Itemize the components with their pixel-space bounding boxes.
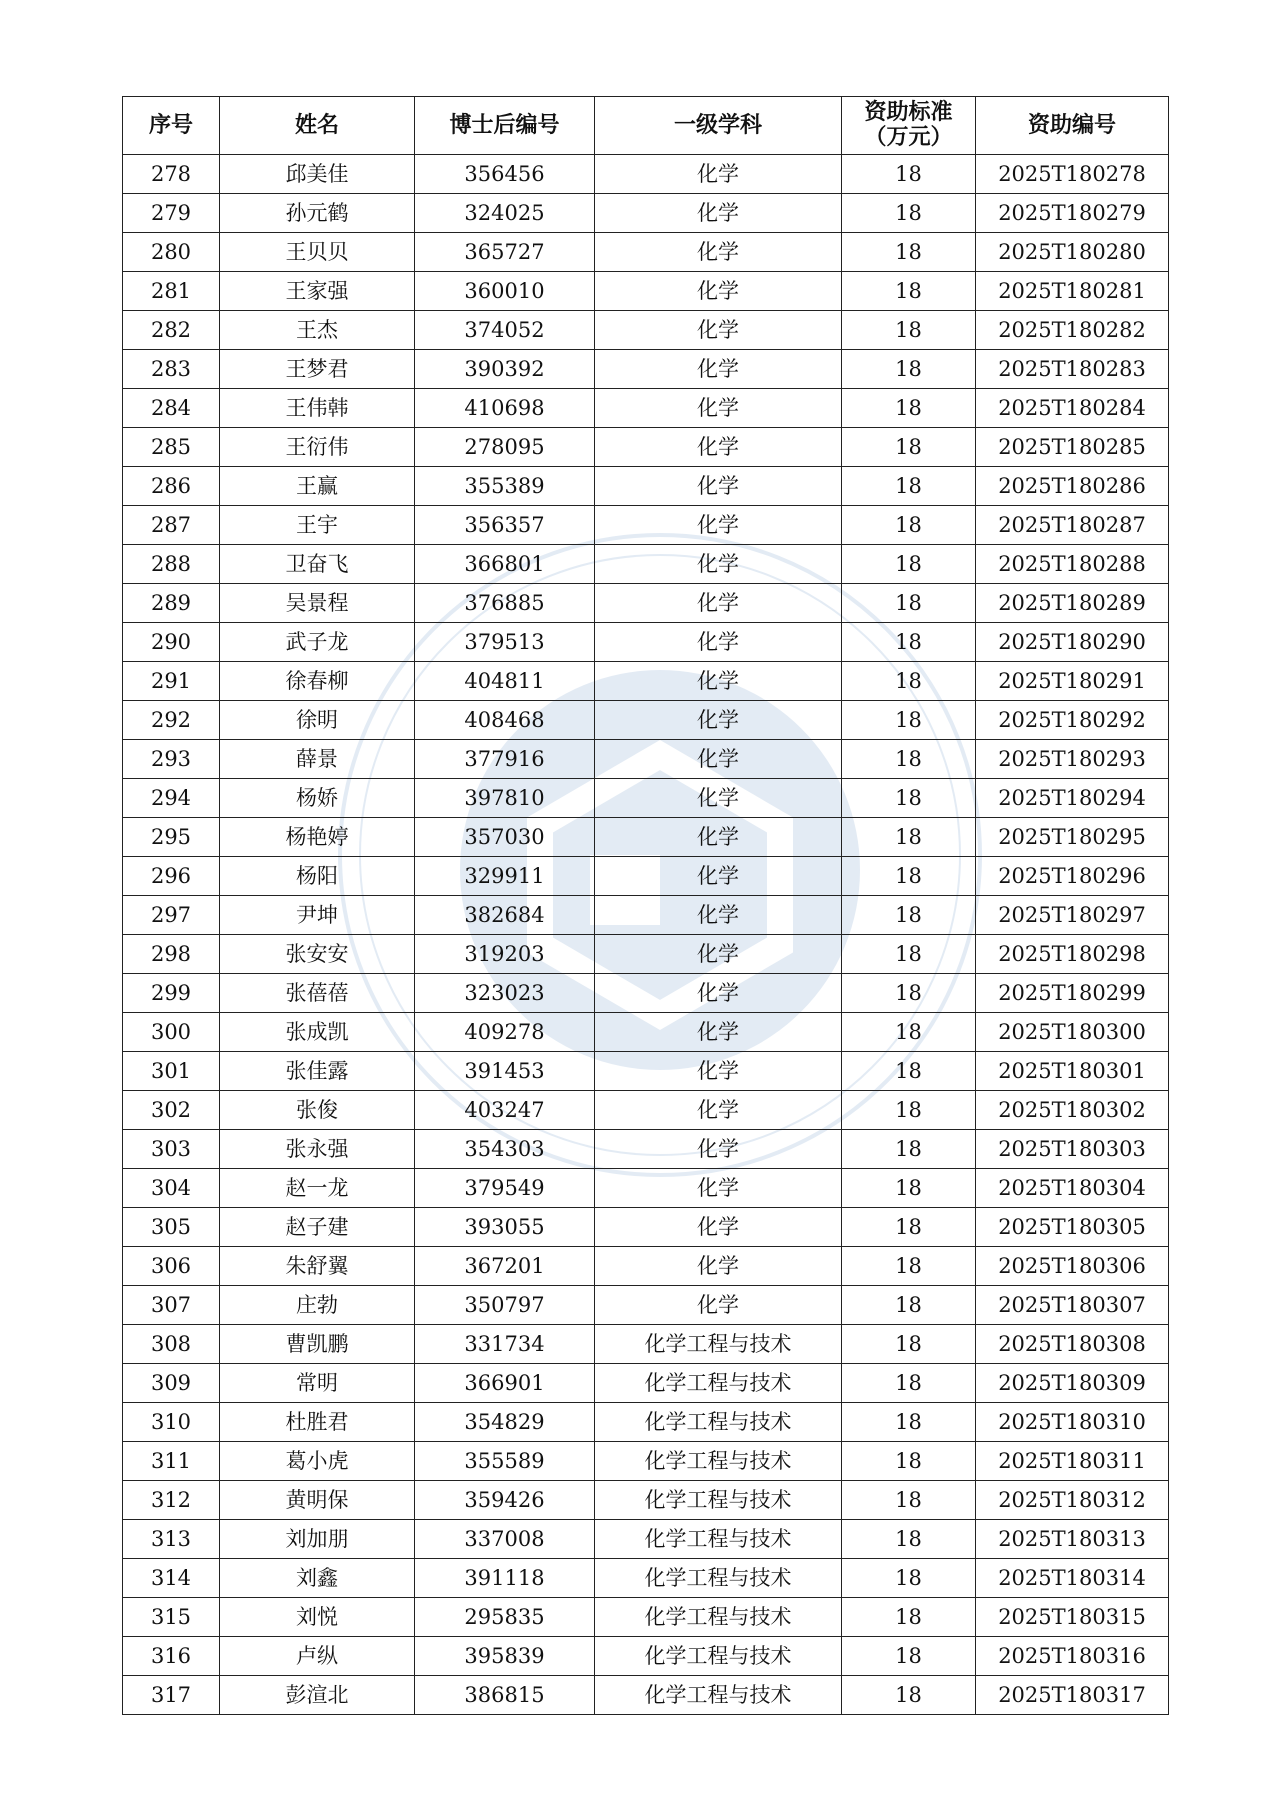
cell-postdoc-id: 382684 — [415, 896, 595, 935]
cell-name: 刘加朋 — [220, 1520, 415, 1559]
cell-index: 286 — [123, 467, 220, 506]
cell-funding: 18 — [842, 1598, 976, 1637]
table-row — [123, 623, 1169, 662]
table-row — [123, 350, 1169, 389]
cell-grant-id: 2025T180298 — [976, 935, 1169, 974]
cell-index: 301 — [123, 1052, 220, 1091]
cell-name: 杨娇 — [220, 779, 415, 818]
cell-postdoc-id: 393055 — [415, 1208, 595, 1247]
cell-discipline: 化学 — [595, 1013, 842, 1052]
cell-funding: 18 — [842, 350, 976, 389]
table-row — [123, 1637, 1169, 1676]
cell-funding: 18 — [842, 1208, 976, 1247]
cell-index: 290 — [123, 623, 220, 662]
cell-postdoc-id: 357030 — [415, 818, 595, 857]
cell-name: 孙元鹤 — [220, 194, 415, 233]
cell-grant-id: 2025T180278 — [976, 155, 1169, 194]
cell-grant-id: 2025T180284 — [976, 389, 1169, 428]
cell-discipline: 化学工程与技术 — [595, 1442, 842, 1481]
cell-discipline: 化学工程与技术 — [595, 1559, 842, 1598]
table-row — [123, 1169, 1169, 1208]
cell-index: 288 — [123, 545, 220, 584]
cell-grant-id: 2025T180291 — [976, 662, 1169, 701]
table-row — [123, 584, 1169, 623]
cell-postdoc-id: 379513 — [415, 623, 595, 662]
cell-index: 300 — [123, 1013, 220, 1052]
cell-index: 316 — [123, 1637, 220, 1676]
cell-postdoc-id: 374052 — [415, 311, 595, 350]
cell-discipline: 化学工程与技术 — [595, 1676, 842, 1715]
cell-grant-id: 2025T180306 — [976, 1247, 1169, 1286]
cell-grant-id: 2025T180305 — [976, 1208, 1169, 1247]
table-row — [123, 1676, 1169, 1715]
cell-funding: 18 — [842, 155, 976, 194]
cell-index: 285 — [123, 428, 220, 467]
table-row — [123, 1091, 1169, 1130]
table-row — [123, 1403, 1169, 1442]
cell-discipline: 化学 — [595, 662, 842, 701]
table-row — [123, 389, 1169, 428]
cell-discipline: 化学工程与技术 — [595, 1520, 842, 1559]
cell-name: 吴景程 — [220, 584, 415, 623]
cell-postdoc-id: 323023 — [415, 974, 595, 1013]
cell-discipline: 化学 — [595, 1091, 842, 1130]
cell-index: 308 — [123, 1325, 220, 1364]
cell-postdoc-id: 359426 — [415, 1481, 595, 1520]
cell-name: 刘悦 — [220, 1598, 415, 1637]
cell-index: 304 — [123, 1169, 220, 1208]
table-row — [123, 1208, 1169, 1247]
header-postdoc-id: 博士后编号 — [415, 97, 595, 155]
cell-grant-id: 2025T180295 — [976, 818, 1169, 857]
cell-name: 尹坤 — [220, 896, 415, 935]
cell-index: 278 — [123, 155, 220, 194]
cell-grant-id: 2025T180281 — [976, 272, 1169, 311]
header-funding-line1: 资助标准 — [864, 100, 953, 126]
cell-funding: 18 — [842, 623, 976, 662]
cell-name: 徐春柳 — [220, 662, 415, 701]
cell-name: 张佳露 — [220, 1052, 415, 1091]
cell-index: 298 — [123, 935, 220, 974]
table-row — [123, 272, 1169, 311]
cell-discipline: 化学工程与技术 — [595, 1481, 842, 1520]
cell-name: 王赢 — [220, 467, 415, 506]
cell-funding: 18 — [842, 1169, 976, 1208]
cell-index: 280 — [123, 233, 220, 272]
cell-grant-id: 2025T180289 — [976, 584, 1169, 623]
table-row — [123, 740, 1169, 779]
cell-name: 庄勃 — [220, 1286, 415, 1325]
cell-grant-id: 2025T180297 — [976, 896, 1169, 935]
cell-funding: 18 — [842, 545, 976, 584]
cell-grant-id: 2025T180282 — [976, 311, 1169, 350]
header-index: 序号 — [123, 97, 220, 155]
table-row — [123, 467, 1169, 506]
cell-name: 王衍伟 — [220, 428, 415, 467]
cell-discipline: 化学 — [595, 623, 842, 662]
cell-funding: 18 — [842, 1637, 976, 1676]
cell-postdoc-id: 365727 — [415, 233, 595, 272]
cell-name: 葛小虎 — [220, 1442, 415, 1481]
cell-postdoc-id: 377916 — [415, 740, 595, 779]
cell-funding: 18 — [842, 857, 976, 896]
cell-funding: 18 — [842, 311, 976, 350]
header-grant-id: 资助编号 — [976, 97, 1169, 155]
cell-funding: 18 — [842, 779, 976, 818]
cell-discipline: 化学 — [595, 740, 842, 779]
cell-index: 295 — [123, 818, 220, 857]
cell-postdoc-id: 295835 — [415, 1598, 595, 1637]
cell-grant-id: 2025T180288 — [976, 545, 1169, 584]
table-row — [123, 701, 1169, 740]
cell-grant-id: 2025T180312 — [976, 1481, 1169, 1520]
cell-funding: 18 — [842, 428, 976, 467]
cell-discipline: 化学 — [595, 1286, 842, 1325]
cell-grant-id: 2025T180300 — [976, 1013, 1169, 1052]
cell-postdoc-id: 390392 — [415, 350, 595, 389]
cell-funding: 18 — [842, 1325, 976, 1364]
cell-grant-id: 2025T180280 — [976, 233, 1169, 272]
cell-discipline: 化学 — [595, 194, 842, 233]
cell-index: 313 — [123, 1520, 220, 1559]
table-row — [123, 506, 1169, 545]
cell-discipline: 化学 — [595, 701, 842, 740]
cell-index: 293 — [123, 740, 220, 779]
cell-name: 黄明保 — [220, 1481, 415, 1520]
cell-postdoc-id: 366801 — [415, 545, 595, 584]
cell-name: 张安安 — [220, 935, 415, 974]
cell-discipline: 化学 — [595, 311, 842, 350]
cell-name: 张蓓蓓 — [220, 974, 415, 1013]
cell-discipline: 化学 — [595, 389, 842, 428]
table-row — [123, 1013, 1169, 1052]
cell-discipline: 化学 — [595, 584, 842, 623]
table-row — [123, 1052, 1169, 1091]
cell-postdoc-id: 395839 — [415, 1637, 595, 1676]
cell-grant-id: 2025T180299 — [976, 974, 1169, 1013]
cell-index: 297 — [123, 896, 220, 935]
cell-grant-id: 2025T180302 — [976, 1091, 1169, 1130]
cell-index: 289 — [123, 584, 220, 623]
cell-postdoc-id: 354829 — [415, 1403, 595, 1442]
header-funding-line2: （万元） — [864, 124, 953, 150]
cell-grant-id: 2025T180304 — [976, 1169, 1169, 1208]
table-row — [123, 896, 1169, 935]
table-row — [123, 1481, 1169, 1520]
cell-index: 312 — [123, 1481, 220, 1520]
cell-index: 291 — [123, 662, 220, 701]
cell-grant-id: 2025T180310 — [976, 1403, 1169, 1442]
cell-index: 284 — [123, 389, 220, 428]
table-row — [123, 194, 1169, 233]
cell-discipline: 化学工程与技术 — [595, 1403, 842, 1442]
table-row — [123, 935, 1169, 974]
table-row — [123, 1442, 1169, 1481]
cell-grant-id: 2025T180283 — [976, 350, 1169, 389]
cell-discipline: 化学 — [595, 935, 842, 974]
cell-grant-id: 2025T180316 — [976, 1637, 1169, 1676]
table-row — [123, 1364, 1169, 1403]
cell-postdoc-id: 410698 — [415, 389, 595, 428]
cell-name: 卫奋飞 — [220, 545, 415, 584]
cell-name: 朱舒翼 — [220, 1247, 415, 1286]
header-funding — [842, 97, 976, 155]
cell-name: 曹凯鹏 — [220, 1325, 415, 1364]
cell-grant-id: 2025T180301 — [976, 1052, 1169, 1091]
cell-funding: 18 — [842, 1403, 976, 1442]
table-header-row — [123, 97, 1169, 155]
cell-name: 张俊 — [220, 1091, 415, 1130]
cell-discipline: 化学 — [595, 1052, 842, 1091]
cell-postdoc-id: 331734 — [415, 1325, 595, 1364]
cell-name: 王伟韩 — [220, 389, 415, 428]
table-row — [123, 1559, 1169, 1598]
cell-funding: 18 — [842, 896, 976, 935]
cell-name: 张成凯 — [220, 1013, 415, 1052]
cell-funding: 18 — [842, 506, 976, 545]
funding-table — [122, 96, 1169, 1715]
cell-grant-id: 2025T180311 — [976, 1442, 1169, 1481]
table-row — [123, 1130, 1169, 1169]
cell-name: 王宇 — [220, 506, 415, 545]
cell-postdoc-id: 376885 — [415, 584, 595, 623]
cell-postdoc-id: 350797 — [415, 1286, 595, 1325]
cell-postdoc-id: 403247 — [415, 1091, 595, 1130]
cell-name: 张永强 — [220, 1130, 415, 1169]
cell-funding: 18 — [842, 1559, 976, 1598]
cell-name: 常明 — [220, 1364, 415, 1403]
cell-funding: 18 — [842, 1013, 976, 1052]
cell-funding: 18 — [842, 1247, 976, 1286]
cell-discipline: 化学 — [595, 1130, 842, 1169]
cell-name: 赵一龙 — [220, 1169, 415, 1208]
cell-discipline: 化学 — [595, 272, 842, 311]
cell-funding: 18 — [842, 389, 976, 428]
cell-postdoc-id: 356357 — [415, 506, 595, 545]
cell-grant-id: 2025T180303 — [976, 1130, 1169, 1169]
cell-name: 王贝贝 — [220, 233, 415, 272]
cell-funding: 18 — [842, 1091, 976, 1130]
cell-index: 311 — [123, 1442, 220, 1481]
cell-postdoc-id: 366901 — [415, 1364, 595, 1403]
table-row — [123, 428, 1169, 467]
cell-discipline: 化学 — [595, 506, 842, 545]
cell-funding: 18 — [842, 935, 976, 974]
table-row — [123, 311, 1169, 350]
cell-postdoc-id: 324025 — [415, 194, 595, 233]
cell-index: 309 — [123, 1364, 220, 1403]
cell-grant-id: 2025T180315 — [976, 1598, 1169, 1637]
cell-index: 281 — [123, 272, 220, 311]
cell-index: 287 — [123, 506, 220, 545]
cell-postdoc-id: 278095 — [415, 428, 595, 467]
cell-discipline: 化学 — [595, 818, 842, 857]
cell-grant-id: 2025T180313 — [976, 1520, 1169, 1559]
cell-index: 314 — [123, 1559, 220, 1598]
table-row — [123, 779, 1169, 818]
cell-discipline: 化学 — [595, 350, 842, 389]
cell-postdoc-id: 391453 — [415, 1052, 595, 1091]
table-row — [123, 155, 1169, 194]
cell-postdoc-id: 386815 — [415, 1676, 595, 1715]
cell-funding: 18 — [842, 1676, 976, 1715]
cell-grant-id: 2025T180285 — [976, 428, 1169, 467]
table-row — [123, 545, 1169, 584]
cell-postdoc-id: 360010 — [415, 272, 595, 311]
cell-funding: 18 — [842, 1364, 976, 1403]
cell-name: 邱美佳 — [220, 155, 415, 194]
table-row — [123, 1286, 1169, 1325]
cell-grant-id: 2025T180307 — [976, 1286, 1169, 1325]
table-row — [123, 1325, 1169, 1364]
cell-name: 王梦君 — [220, 350, 415, 389]
cell-grant-id: 2025T180294 — [976, 779, 1169, 818]
cell-funding: 18 — [842, 194, 976, 233]
table-row — [123, 662, 1169, 701]
cell-grant-id: 2025T180317 — [976, 1676, 1169, 1715]
cell-postdoc-id: 355589 — [415, 1442, 595, 1481]
cell-discipline: 化学 — [595, 155, 842, 194]
cell-discipline: 化学 — [595, 779, 842, 818]
cell-postdoc-id: 409278 — [415, 1013, 595, 1052]
table-row — [123, 818, 1169, 857]
cell-grant-id: 2025T180309 — [976, 1364, 1169, 1403]
cell-name: 彭渲北 — [220, 1676, 415, 1715]
cell-index: 294 — [123, 779, 220, 818]
table-row — [123, 1520, 1169, 1559]
cell-funding: 18 — [842, 1442, 976, 1481]
cell-index: 299 — [123, 974, 220, 1013]
cell-name: 武子龙 — [220, 623, 415, 662]
table-row — [123, 857, 1169, 896]
cell-index: 305 — [123, 1208, 220, 1247]
cell-discipline: 化学工程与技术 — [595, 1637, 842, 1676]
cell-grant-id: 2025T180293 — [976, 740, 1169, 779]
cell-name: 王家强 — [220, 272, 415, 311]
cell-grant-id: 2025T180287 — [976, 506, 1169, 545]
cell-discipline: 化学工程与技术 — [595, 1364, 842, 1403]
cell-index: 302 — [123, 1091, 220, 1130]
cell-name: 杨阳 — [220, 857, 415, 896]
cell-name: 卢纵 — [220, 1637, 415, 1676]
cell-name: 薛景 — [220, 740, 415, 779]
cell-index: 282 — [123, 311, 220, 350]
cell-funding: 18 — [842, 1130, 976, 1169]
cell-index: 279 — [123, 194, 220, 233]
cell-postdoc-id: 337008 — [415, 1520, 595, 1559]
header-discipline: 一级学科 — [595, 97, 842, 155]
header-name: 姓名 — [220, 97, 415, 155]
cell-index: 283 — [123, 350, 220, 389]
cell-index: 310 — [123, 1403, 220, 1442]
cell-grant-id: 2025T180296 — [976, 857, 1169, 896]
cell-funding: 18 — [842, 818, 976, 857]
cell-index: 306 — [123, 1247, 220, 1286]
cell-grant-id: 2025T180279 — [976, 194, 1169, 233]
cell-funding: 18 — [842, 701, 976, 740]
cell-postdoc-id: 404811 — [415, 662, 595, 701]
cell-funding: 18 — [842, 1481, 976, 1520]
cell-postdoc-id: 354303 — [415, 1130, 595, 1169]
cell-index: 292 — [123, 701, 220, 740]
cell-funding: 18 — [842, 467, 976, 506]
cell-postdoc-id: 367201 — [415, 1247, 595, 1286]
table-row — [123, 1598, 1169, 1637]
cell-index: 296 — [123, 857, 220, 896]
cell-index: 307 — [123, 1286, 220, 1325]
cell-discipline: 化学 — [595, 1247, 842, 1286]
cell-discipline: 化学 — [595, 1208, 842, 1247]
cell-discipline: 化学 — [595, 1169, 842, 1208]
cell-index: 315 — [123, 1598, 220, 1637]
cell-funding: 18 — [842, 740, 976, 779]
cell-grant-id: 2025T180286 — [976, 467, 1169, 506]
cell-index: 317 — [123, 1676, 220, 1715]
cell-funding: 18 — [842, 974, 976, 1013]
cell-name: 徐明 — [220, 701, 415, 740]
cell-grant-id: 2025T180292 — [976, 701, 1169, 740]
cell-discipline: 化学 — [595, 857, 842, 896]
cell-postdoc-id: 329911 — [415, 857, 595, 896]
cell-discipline: 化学 — [595, 428, 842, 467]
table-row — [123, 974, 1169, 1013]
cell-discipline: 化学工程与技术 — [595, 1598, 842, 1637]
cell-funding: 18 — [842, 272, 976, 311]
cell-name: 刘鑫 — [220, 1559, 415, 1598]
cell-discipline: 化学 — [595, 545, 842, 584]
cell-funding: 18 — [842, 584, 976, 623]
cell-funding: 18 — [842, 233, 976, 272]
cell-postdoc-id: 356456 — [415, 155, 595, 194]
cell-discipline: 化学 — [595, 896, 842, 935]
cell-discipline: 化学 — [595, 467, 842, 506]
cell-funding: 18 — [842, 1052, 976, 1091]
cell-discipline: 化学 — [595, 233, 842, 272]
cell-grant-id: 2025T180314 — [976, 1559, 1169, 1598]
cell-funding: 18 — [842, 1520, 976, 1559]
cell-name: 杨艳婷 — [220, 818, 415, 857]
cell-name: 王杰 — [220, 311, 415, 350]
cell-postdoc-id: 379549 — [415, 1169, 595, 1208]
cell-name: 赵子建 — [220, 1208, 415, 1247]
cell-postdoc-id: 319203 — [415, 935, 595, 974]
cell-discipline: 化学工程与技术 — [595, 1325, 842, 1364]
cell-postdoc-id: 355389 — [415, 467, 595, 506]
cell-name: 杜胜君 — [220, 1403, 415, 1442]
cell-postdoc-id: 391118 — [415, 1559, 595, 1598]
cell-postdoc-id: 408468 — [415, 701, 595, 740]
cell-grant-id: 2025T180308 — [976, 1325, 1169, 1364]
cell-grant-id: 2025T180290 — [976, 623, 1169, 662]
cell-discipline: 化学 — [595, 974, 842, 1013]
cell-funding: 18 — [842, 1286, 976, 1325]
table-row — [123, 1247, 1169, 1286]
cell-funding: 18 — [842, 662, 976, 701]
cell-index: 303 — [123, 1130, 220, 1169]
cell-postdoc-id: 397810 — [415, 779, 595, 818]
table-row — [123, 233, 1169, 272]
